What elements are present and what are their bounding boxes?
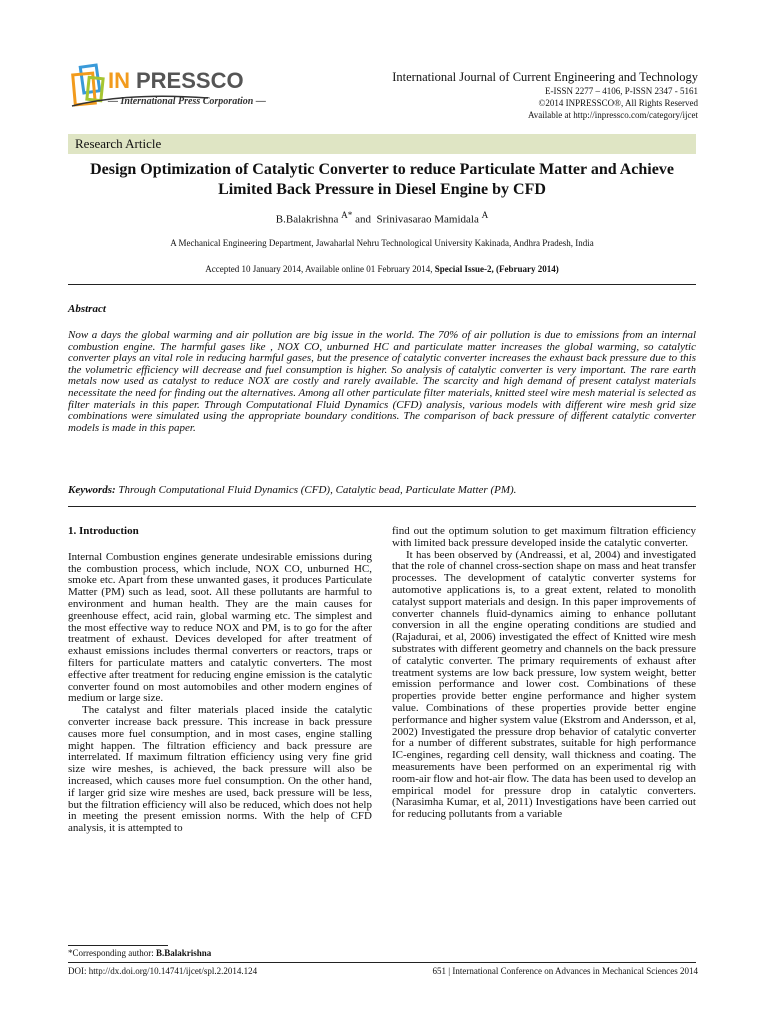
abstract-heading: Abstract	[68, 303, 106, 315]
keywords-text: Through Computational Fluid Dynamics (CFD), Catalytic bead, Particulate Matter (PM).	[118, 484, 517, 496]
corresponding-author	[68, 948, 211, 958]
header-divider	[68, 284, 696, 285]
publisher-logo	[68, 58, 308, 118]
journal-header	[392, 70, 698, 121]
right-paragraph-1: find out the optimum solution to get maximum filtration efficiency with limited back pressure developed inside the catalytic converter.	[392, 525, 696, 549]
journal-name: International Journal of Current Engineering and Technology	[392, 70, 698, 84]
journal-available-link[interactable]: Available at http://inpressco.com/category/ijcet	[527, 110, 698, 120]
journal-copyright: ©2014 INPRESSCO®, All Rights Reserved	[538, 98, 698, 108]
logo-in: IN	[108, 68, 130, 93]
authors: B.Balakrishna $^{A*}$ and Srinivasarao Mamidala $^A$	[275, 210, 489, 226]
keywords-label: Keywords:	[68, 484, 116, 496]
section-label: Research Article	[68, 134, 696, 154]
right-paragraph-2: It has been observed by (Andreassi, et al, 2004) and investigated that the role of channel cross-section shape on mass and heat transfer processes. The development of catalytic converter systems for automotive applications is, to a great extent, related to monolith catalyst support materials and design. In this paper improvements of converter channels fluid-dynamics aiming to enhance pollutant conversion in all the engine operating conditions are studied and (Rajadurai, et al, 2006) investigated the effect of Knitted wire mesh substrates with different geometry and channels on the back pressure of catalytic converter. The primary requirements of exhaust after treatment systems are low back pressure, low system weight, better emission performance and lower cost. Combinations of these properties provide better engine performance and higher system value. Combinations of these properties provide better engine performance and higher system value (Ekstrom and Andersson, et al, 2002) Investigated the pressure drop behavior of catalytic converter for a number of different substrates, suitable for high performance IC-engines, regarding cell density, wall thickness and coating. The measurements have been performed on an experimental rig with room-air flow and hot-air flow. The data has been used to develop an empirical model for pressure drop in catalytic converters. (Narasimha Kumar, et al, 2011) Investigations have been carried out for reducing pollutants from a variable	[392, 548, 696, 821]
abstract-text: Now a days the global warming and air pollution are big issue in the world. The 70% of air pollution is due to emissions from an internal combustion engine. The harmful gases like , NOX CO, unburned HC and particulate matter increases the global warming, so catalytic converter plays an vital role in reducing harmful gases, but the presence of catalytic converter increases the exhaust back pressure due to this the volumetric efficiency will decrease and fuel consumption is higher. So analysis of catalytic converter is very important. The rare earth metals now used as catalyst to reduce NOX are costly and rarely available. The scarcity and high demand of present catalyst materials necessitate the need for finding out the alternatives. Among all other particulate filter materials, knitted steel wire mesh material is selected as filter materials in this paper. Through Computational Fluid Dynamics (CFD) analysis, various models with different wire mesh grid size combinations were simulated using the appropriate boundary conditions. The comparison of back pressure of different catalytic converter models is made in this paper.	[68, 329, 696, 434]
intro-paragraph-1: Internal Combustion engines generate undesirable emissions during the combustion process, which include, NOX CO, unburned HC, smoke etc. Apart from these unwanted gases, it produces Particulate Matter (PM) such as lead, soot. All these pollutants are harmful to environment and human health. They are the main causes for greenhouse effect, acid rain, global warming etc. The simplest and the most effective way to reduce NOX and PM, is to go for the after treatment of exhaust. Devices developed for after treatment of exhaust emissions includes thermal converters or reactors, traps or filters for particulate matters and catalytic converters. The most effective after treatment for reducing engine emission is the catalytic converter found on most automobiles and other modern engines of medium or large size.	[68, 550, 372, 705]
footnote-label: *Corresponding author:	[68, 948, 154, 958]
logo-tagline: — International Press Corporation —	[108, 96, 266, 107]
paper-title: Design Optimization of Catalytic Converter to reduce Particulate Matter and Achieve Limited Back Pressure in Diesel Engine by CFD	[90, 161, 674, 198]
footnote-divider	[68, 945, 168, 946]
intro-paragraph-2: The catalyst and filter materials placed inside the catalytic converter increase back pressure. This increase in back pressure causes more fuel consumption, and in most cases, engine stalling might happen. The filtration efficiency and back pressure are interrelated. If maximum filtration efficiency using very fine grid size wire meshes, is achieved, the back pressure will also be increased, which causes more fuel consumption. On the other hand, if larger grid size wire meshes are used, back pressure will be less, but the filtration efficiency will also be reduced, which does not help in meeting the present emission norms. With the help of CFD analysis, it is attempted to	[68, 704, 372, 835]
keywords	[68, 484, 696, 496]
affiliation: A Mechanical Engineering Department, Jawaharlal Nehru Technological University Kakinada, Andhra Pradesh, India	[170, 238, 594, 248]
abstract-divider	[68, 506, 696, 507]
footnote-name: B.Balakrishna	[156, 948, 212, 958]
logo-graphic	[68, 58, 308, 118]
right-column	[392, 526, 696, 821]
page-footer: 651 | International Conference on Advances in Mechanical Sciences 2014	[432, 966, 698, 976]
intro-heading: 1. Introduction	[68, 525, 139, 537]
logo-pressco: PRESSCO	[136, 68, 244, 93]
publication-dates: Accepted 10 January 2014, Available online 01 February 2014, Special Issue-2, (February 2014)	[205, 264, 559, 274]
left-column	[68, 526, 372, 835]
footer-divider	[68, 962, 696, 963]
journal-issn: E-ISSN 2277 – 4106, P-ISSN 2347 - 5161	[544, 86, 698, 96]
doi-link[interactable]: DOI: http://dx.doi.org/10.14741/ijcet/spl.2.2014.124	[68, 966, 258, 976]
